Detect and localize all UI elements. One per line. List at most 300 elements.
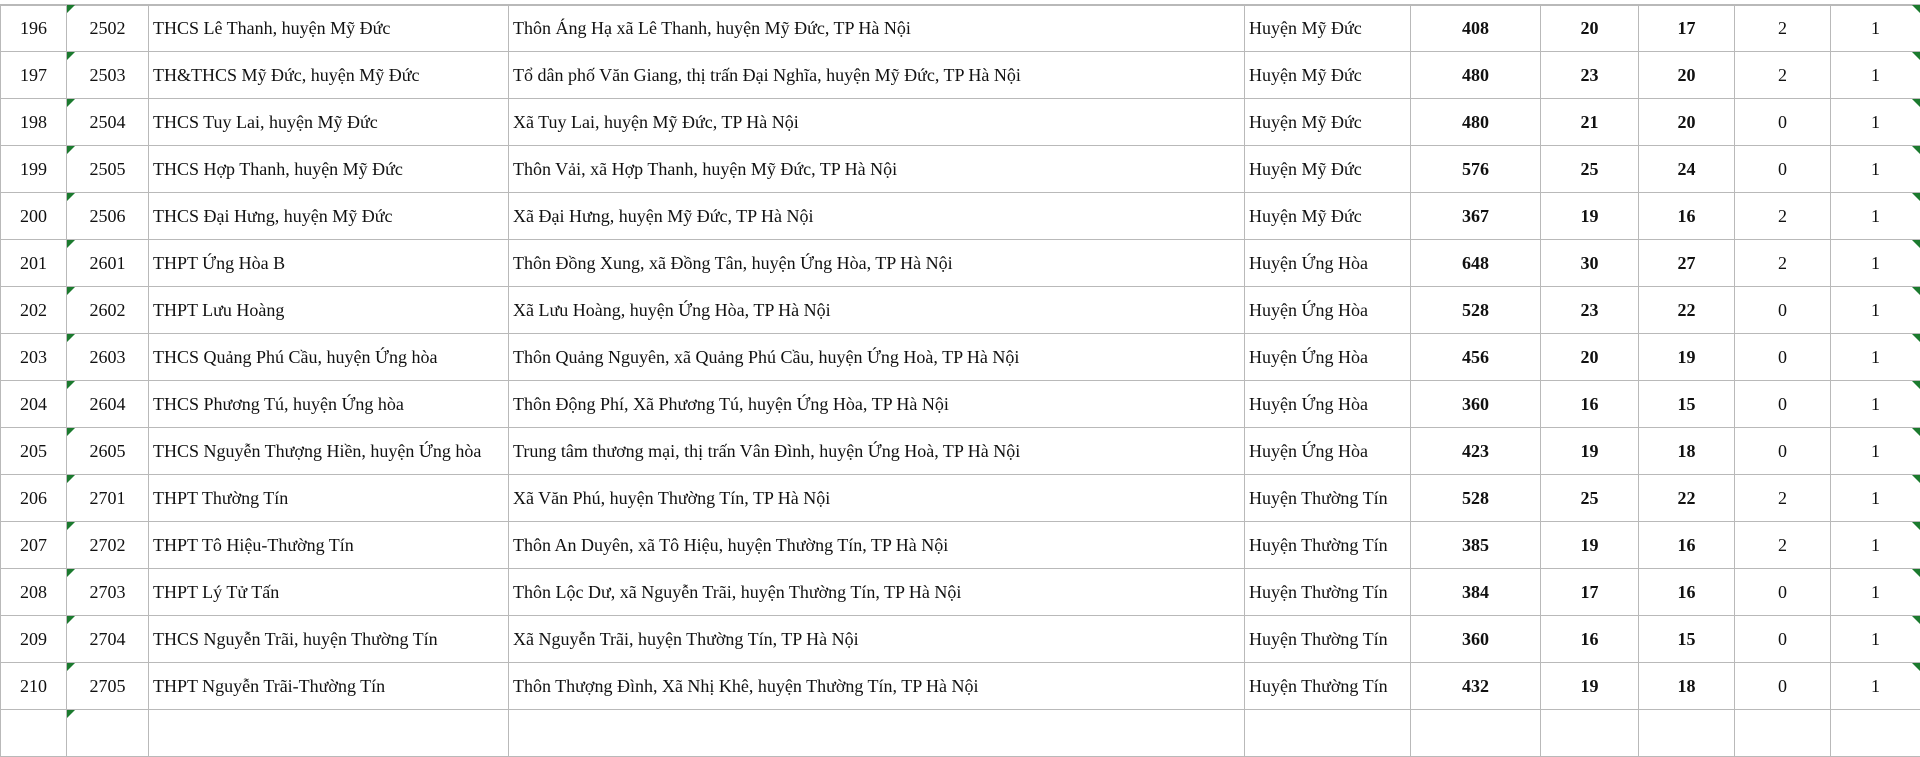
n2-text: 30: [1581, 253, 1599, 273]
code-text: 2702: [90, 535, 126, 555]
cell-address[interactable]: [509, 240, 1245, 287]
code-text: 2604: [90, 394, 126, 414]
cell-code[interactable]: [67, 569, 149, 616]
code-text: 2605: [90, 441, 126, 461]
n5-text: 1: [1871, 582, 1880, 602]
cell-address[interactable]: [509, 193, 1245, 240]
address-text: Thôn Quảng Nguyên, xã Quảng Phú Cầu, huyện Ứng Hoà, TP Hà Nội: [513, 347, 1019, 367]
cell-n5[interactable]: [1831, 428, 1920, 475]
cell-stt[interactable]: [1, 569, 67, 616]
table-row[interactable]: [1, 5, 1920, 52]
cell-district[interactable]: [1245, 193, 1411, 240]
table-row[interactable]: [1, 381, 1920, 428]
cell-n1[interactable]: [1411, 287, 1541, 334]
n5-text: 1: [1871, 253, 1880, 273]
n5-text: 1: [1871, 112, 1880, 132]
address-text: Thôn Đồng Xung, xã Đồng Tân, huyện Ứng Hòa, TP Hà Nội: [513, 253, 953, 273]
cell-n5[interactable]: [1831, 52, 1920, 99]
n3-text: 24: [1678, 159, 1696, 179]
cell-district[interactable]: [1245, 52, 1411, 99]
cell-code[interactable]: [67, 99, 149, 146]
n4-text: 0: [1778, 676, 1787, 696]
cell-code[interactable]: [67, 146, 149, 193]
comment-marker-icon: [1912, 99, 1920, 107]
n4-text: 2: [1778, 253, 1787, 273]
cell-n4[interactable]: [1735, 569, 1831, 616]
n2-text: 16: [1581, 394, 1599, 414]
cell-code[interactable]: [67, 5, 149, 52]
comment-marker-icon: [1912, 428, 1920, 436]
n2-text: 21: [1581, 112, 1599, 132]
comment-marker-icon: [67, 428, 75, 436]
cell-n1[interactable]: [1411, 569, 1541, 616]
n3-text: 27: [1678, 253, 1696, 273]
school-name-text: THCS Phương Tú, huyện Ứng hòa: [153, 394, 404, 414]
cell-n5[interactable]: [1831, 146, 1920, 193]
cell-stt[interactable]: [1, 381, 67, 428]
table-body: [1, 5, 1920, 757]
cell-n4[interactable]: [1735, 616, 1831, 663]
cell-stt[interactable]: [1, 428, 67, 475]
n5-text: 1: [1871, 300, 1880, 320]
cell-n2[interactable]: [1541, 99, 1639, 146]
cell-address[interactable]: [509, 287, 1245, 334]
cell-n4[interactable]: [1735, 52, 1831, 99]
address-text: Xã Tuy Lai, huyện Mỹ Đức, TP Hà Nội: [513, 112, 799, 132]
district-text: Huyện Mỹ Đức: [1249, 206, 1362, 226]
cell-school-name[interactable]: [149, 428, 509, 475]
n1-text: 576: [1462, 159, 1489, 179]
n2-text: 25: [1581, 488, 1599, 508]
cell-address[interactable]: [509, 146, 1245, 193]
cell-n4[interactable]: [1735, 381, 1831, 428]
n1-text: 360: [1462, 394, 1489, 414]
address-text: Xã Lưu Hoàng, huyện Ứng Hòa, TP Hà Nội: [513, 300, 831, 320]
cell-address[interactable]: [509, 381, 1245, 428]
cell-n5[interactable]: [1831, 381, 1920, 428]
comment-marker-icon: [67, 475, 75, 483]
n1-text: 480: [1462, 65, 1489, 85]
school-name-text: THCS Nguyễn Thượng Hiền, huyện Ứng hòa: [153, 441, 481, 461]
cell-n5[interactable]: [1831, 663, 1920, 710]
n1-text: 480: [1462, 112, 1489, 132]
cell-n4[interactable]: [1735, 522, 1831, 569]
cell-n3[interactable]: [1639, 5, 1735, 52]
n4-text: 0: [1778, 347, 1787, 367]
n1-text: 528: [1462, 300, 1489, 320]
n2-text: 23: [1581, 300, 1599, 320]
cell-district[interactable]: [1245, 287, 1411, 334]
cell-n3[interactable]: [1639, 193, 1735, 240]
cell-n3[interactable]: [1639, 52, 1735, 99]
cell-n1[interactable]: [1411, 146, 1541, 193]
cell-stt[interactable]: [1, 5, 67, 52]
table-row[interactable]: [1, 52, 1920, 99]
school-name-text: THPT Tô Hiệu-Thường Tín: [153, 535, 354, 555]
n3-text: 17: [1678, 18, 1696, 38]
cell-district[interactable]: [1245, 475, 1411, 522]
cell-n5[interactable]: [1831, 522, 1920, 569]
district-text: Huyện Mỹ Đức: [1249, 159, 1362, 179]
code-text: 2503: [90, 65, 126, 85]
n3-text: 18: [1678, 676, 1696, 696]
n4-text: 0: [1778, 112, 1787, 132]
cell-n2[interactable]: [1541, 193, 1639, 240]
cell-n4[interactable]: [1735, 193, 1831, 240]
cell-n4[interactable]: [1735, 240, 1831, 287]
cell-code[interactable]: [67, 334, 149, 381]
comment-marker-icon: [67, 5, 75, 13]
n4-text: 2: [1778, 18, 1787, 38]
n4-text: 0: [1778, 394, 1787, 414]
n5-text: 1: [1871, 629, 1880, 649]
cell-school-name[interactable]: [149, 5, 509, 52]
cell-n3[interactable]: [1639, 569, 1735, 616]
n1-text: 432: [1462, 676, 1489, 696]
cell-district[interactable]: [1245, 381, 1411, 428]
cell-district[interactable]: [1245, 240, 1411, 287]
cell-address[interactable]: [509, 334, 1245, 381]
cell-n3[interactable]: [1639, 475, 1735, 522]
cell-code[interactable]: [67, 616, 149, 663]
n1-text: 408: [1462, 18, 1489, 38]
n2-text: 25: [1581, 159, 1599, 179]
stt-text: 200: [20, 206, 47, 226]
cell-n2[interactable]: [1541, 428, 1639, 475]
cell-district[interactable]: [1245, 146, 1411, 193]
code-text: 2704: [90, 629, 126, 649]
address-text: Thôn An Duyên, xã Tô Hiệu, huyện Thường Tín, TP Hà Nội: [513, 535, 948, 555]
stt-text: 199: [20, 159, 47, 179]
n5-text: 1: [1871, 394, 1880, 414]
stt-text: 197: [20, 65, 47, 85]
cell-n1[interactable]: [1411, 240, 1541, 287]
cell-code[interactable]: [67, 193, 149, 240]
cell-n3[interactable]: [1639, 146, 1735, 193]
cell-school-name[interactable]: [149, 616, 509, 663]
n1-text: 648: [1462, 253, 1489, 273]
cell-stt[interactable]: [1, 475, 67, 522]
comment-marker-icon: [67, 52, 75, 60]
n4-text: 2: [1778, 65, 1787, 85]
n3-text: 16: [1678, 535, 1696, 555]
cell-code[interactable]: [67, 381, 149, 428]
comment-marker-icon: [1912, 5, 1920, 13]
code-text: 2602: [90, 300, 126, 320]
table-row[interactable]: [1, 616, 1920, 663]
n2-text: 17: [1581, 582, 1599, 602]
stt-text: 201: [20, 253, 47, 273]
cell-code[interactable]: [67, 240, 149, 287]
cell-district[interactable]: [1245, 334, 1411, 381]
cell-n4[interactable]: [1735, 5, 1831, 52]
cell-n1[interactable]: [1411, 52, 1541, 99]
cell-n4[interactable]: [1735, 334, 1831, 381]
cell-stt[interactable]: [1, 240, 67, 287]
cell-n3[interactable]: [1639, 381, 1735, 428]
comment-marker-icon: [1912, 193, 1920, 201]
address-text: Thôn Áng Hạ xã Lê Thanh, huyện Mỹ Đức, TP Hà Nội: [513, 18, 911, 38]
cell-n3[interactable]: [1639, 334, 1735, 381]
cell-n5[interactable]: [1831, 569, 1920, 616]
cell-n3[interactable]: [1639, 99, 1735, 146]
n1-text: 367: [1462, 206, 1489, 226]
table-row[interactable]: [1, 287, 1920, 334]
code-text: 2601: [90, 253, 126, 273]
comment-marker-icon: [1912, 569, 1920, 577]
cell-stt[interactable]: [1, 334, 67, 381]
n3-text: 15: [1678, 394, 1696, 414]
cell-n2[interactable]: [1541, 522, 1639, 569]
code-text: 2603: [90, 347, 126, 367]
cell-address[interactable]: [509, 616, 1245, 663]
n5-text: 1: [1871, 347, 1880, 367]
n4-text: 0: [1778, 300, 1787, 320]
cell-n2[interactable]: [1541, 334, 1639, 381]
district-text: Huyện Ứng Hòa: [1249, 347, 1368, 367]
address-text: Xã Văn Phú, huyện Thường Tín, TP Hà Nội: [513, 488, 830, 508]
address-text: Trung tâm thương mại, thị trấn Vân Đình, huyện Ứng Hoà, TP Hà Nội: [513, 441, 1020, 461]
stt-text: 202: [20, 300, 47, 320]
cell-stt[interactable]: [1, 52, 67, 99]
n5-text: 1: [1871, 535, 1880, 555]
comment-marker-icon: [67, 240, 75, 248]
cell-school-name[interactable]: [149, 663, 509, 710]
cell-school-name[interactable]: [149, 146, 509, 193]
stt-text: 207: [20, 535, 47, 555]
school-name-text: THCS Hợp Thanh, huyện Mỹ Đức: [153, 159, 403, 179]
address-text: Thôn Thượng Đình, Xã Nhị Khê, huyện Thường Tín, TP Hà Nội: [513, 676, 979, 696]
table-row[interactable]: [1, 334, 1920, 381]
comment-marker-icon: [1912, 146, 1920, 154]
n4-text: 2: [1778, 206, 1787, 226]
cell-stt[interactable]: [1, 663, 67, 710]
cell-n5[interactable]: [1831, 616, 1920, 663]
cell-school-name[interactable]: [149, 522, 509, 569]
code-text: 2506: [90, 206, 126, 226]
cell-district[interactable]: [1245, 616, 1411, 663]
cell-n2[interactable]: [1541, 146, 1639, 193]
cell-address[interactable]: [509, 475, 1245, 522]
cell-stt[interactable]: [1, 99, 67, 146]
school-name-text: THCS Quảng Phú Cầu, huyện Ứng hòa: [153, 347, 437, 367]
cell-n2[interactable]: [1541, 52, 1639, 99]
cell-address[interactable]: [509, 52, 1245, 99]
cell-code[interactable]: [67, 475, 149, 522]
cell-school-name[interactable]: [149, 569, 509, 616]
cell-n5[interactable]: [1831, 193, 1920, 240]
cell-n2[interactable]: [1541, 381, 1639, 428]
n2-text: 20: [1581, 18, 1599, 38]
cell-n5[interactable]: [1831, 240, 1920, 287]
cell-n1[interactable]: [1411, 522, 1541, 569]
cell-district[interactable]: [1245, 428, 1411, 475]
cell-school-name[interactable]: [149, 193, 509, 240]
cell-n4[interactable]: [1735, 428, 1831, 475]
cell-code[interactable]: [67, 663, 149, 710]
cell-school-name[interactable]: [149, 287, 509, 334]
cell-n1[interactable]: [1411, 381, 1541, 428]
cell-n4[interactable]: [1735, 287, 1831, 334]
address-text: Thôn Vải, xã Hợp Thanh, huyện Mỹ Đức, TP Hà Nội: [513, 159, 897, 179]
cell-n2[interactable]: [1541, 287, 1639, 334]
code-text: 2705: [90, 676, 126, 696]
cell-address[interactable]: [509, 428, 1245, 475]
cell-school-name[interactable]: [149, 475, 509, 522]
n3-text: 22: [1678, 300, 1696, 320]
cell-district[interactable]: [1245, 569, 1411, 616]
n3-text: 18: [1678, 441, 1696, 461]
district-text: Huyện Ứng Hòa: [1249, 253, 1368, 273]
comment-marker-icon: [1912, 381, 1920, 389]
n2-text: 20: [1581, 347, 1599, 367]
cell-stt[interactable]: [1, 287, 67, 334]
n3-text: 20: [1678, 112, 1696, 132]
cell-n5[interactable]: [1831, 5, 1920, 52]
cell-school-name[interactable]: [149, 381, 509, 428]
cell-n1[interactable]: [1411, 193, 1541, 240]
cell-n1[interactable]: [1411, 616, 1541, 663]
comment-marker-icon: [67, 569, 75, 577]
n4-text: 0: [1778, 441, 1787, 461]
cell-n1[interactable]: [1411, 334, 1541, 381]
cell-district[interactable]: [1245, 522, 1411, 569]
comment-marker-icon: [1912, 287, 1920, 295]
n1-text: 456: [1462, 347, 1489, 367]
table-row[interactable]: [1, 522, 1920, 569]
comment-marker-icon: [1912, 52, 1920, 60]
cell-n1[interactable]: [1411, 663, 1541, 710]
comment-marker-icon: [67, 381, 75, 389]
district-text: Huyện Mỹ Đức: [1249, 18, 1362, 38]
comment-marker-icon: [1912, 616, 1920, 624]
cell-school-name[interactable]: [149, 334, 509, 381]
cell-n1[interactable]: [1411, 428, 1541, 475]
cell-school-name[interactable]: [149, 52, 509, 99]
cell-address[interactable]: [509, 663, 1245, 710]
n2-text: 19: [1581, 206, 1599, 226]
school-name-text: THPT Thường Tín: [153, 488, 288, 508]
cell-n2[interactable]: [1541, 5, 1639, 52]
n3-text: 20: [1678, 65, 1696, 85]
cell-n2[interactable]: [1541, 663, 1639, 710]
n3-text: 15: [1678, 629, 1696, 649]
stt-text: 206: [20, 488, 47, 508]
table-row[interactable]: [1, 569, 1920, 616]
cell-school-name[interactable]: [149, 99, 509, 146]
district-text: Huyện Ứng Hòa: [1249, 441, 1368, 461]
cell-stt[interactable]: [1, 146, 67, 193]
n3-text: 16: [1678, 206, 1696, 226]
n5-text: 1: [1871, 676, 1880, 696]
n2-text: 23: [1581, 65, 1599, 85]
n1-text: 528: [1462, 488, 1489, 508]
cell-address[interactable]: [509, 5, 1245, 52]
n2-text: 16: [1581, 629, 1599, 649]
cell-n3[interactable]: [1639, 428, 1735, 475]
cell-n3[interactable]: [1639, 287, 1735, 334]
cell-n4[interactable]: [1735, 99, 1831, 146]
cell-n5[interactable]: [1831, 334, 1920, 381]
cell-n2[interactable]: [1541, 475, 1639, 522]
table-row[interactable]: [1, 428, 1920, 475]
table-row[interactable]: [1, 99, 1920, 146]
address-text: Tổ dân phố Văn Giang, thị trấn Đại Nghĩa, huyện Mỹ Đức, TP Hà Nội: [513, 65, 1021, 85]
cell-n3[interactable]: [1639, 663, 1735, 710]
cell-n2[interactable]: [1541, 616, 1639, 663]
code-text: 2505: [90, 159, 126, 179]
comment-marker-icon: [67, 146, 75, 154]
cell-district[interactable]: [1245, 99, 1411, 146]
n4-text: 0: [1778, 629, 1787, 649]
cell-n1[interactable]: [1411, 475, 1541, 522]
cell-code[interactable]: [67, 428, 149, 475]
n3-text: 19: [1678, 347, 1696, 367]
district-text: Huyện Thường Tín: [1249, 676, 1388, 696]
district-text: Huyện Ứng Hòa: [1249, 394, 1368, 414]
table-row[interactable]: [1, 475, 1920, 522]
cell-n5[interactable]: [1831, 99, 1920, 146]
cell-stt[interactable]: [1, 616, 67, 663]
cell-n5[interactable]: [1831, 287, 1920, 334]
table-row[interactable]: [1, 146, 1920, 193]
n1-text: 360: [1462, 629, 1489, 649]
table-row[interactable]: [1, 193, 1920, 240]
district-text: Huyện Mỹ Đức: [1249, 112, 1362, 132]
cell-n3[interactable]: [1639, 240, 1735, 287]
cell-code[interactable]: [67, 52, 149, 99]
cell-code[interactable]: [67, 287, 149, 334]
cell-n3[interactable]: [1639, 616, 1735, 663]
cell-stt[interactable]: [1, 522, 67, 569]
address-text: Xã Đại Hưng, huyện Mỹ Đức, TP Hà Nội: [513, 206, 813, 226]
n4-text: 2: [1778, 488, 1787, 508]
comment-marker-icon: [67, 287, 75, 295]
n5-text: 1: [1871, 18, 1880, 38]
comment-marker-icon: [1912, 522, 1920, 530]
cell-n4[interactable]: [1735, 146, 1831, 193]
code-text: 2703: [90, 582, 126, 602]
school-name-text: THPT Nguyễn Trãi-Thường Tín: [153, 676, 385, 696]
cell-district[interactable]: [1245, 5, 1411, 52]
n5-text: 1: [1871, 159, 1880, 179]
table-row[interactable]: [1, 240, 1920, 287]
code-text: 2504: [90, 112, 126, 132]
cell-n1[interactable]: [1411, 99, 1541, 146]
stt-text: 210: [20, 676, 47, 696]
cell-stt[interactable]: [1, 193, 67, 240]
stt-text: 203: [20, 347, 47, 367]
cell-n3[interactable]: [1639, 522, 1735, 569]
cell-n2[interactable]: [1541, 569, 1639, 616]
n2-text: 19: [1581, 535, 1599, 555]
cell-district[interactable]: [1245, 663, 1411, 710]
cell-n1[interactable]: [1411, 5, 1541, 52]
cell-address[interactable]: [509, 522, 1245, 569]
table-row[interactable]: [1, 663, 1920, 710]
cell-code[interactable]: [67, 522, 149, 569]
cell-school-name[interactable]: [149, 240, 509, 287]
cell-address[interactable]: [509, 99, 1245, 146]
cell-n2[interactable]: [1541, 240, 1639, 287]
cell-n4[interactable]: [1735, 475, 1831, 522]
cell-n4[interactable]: [1735, 663, 1831, 710]
data-table: [0, 4, 1920, 757]
school-name-text: THCS Đại Hưng, huyện Mỹ Đức: [153, 206, 393, 226]
cell-address[interactable]: [509, 569, 1245, 616]
cell-n5[interactable]: [1831, 475, 1920, 522]
comment-marker-icon: [1912, 663, 1920, 671]
